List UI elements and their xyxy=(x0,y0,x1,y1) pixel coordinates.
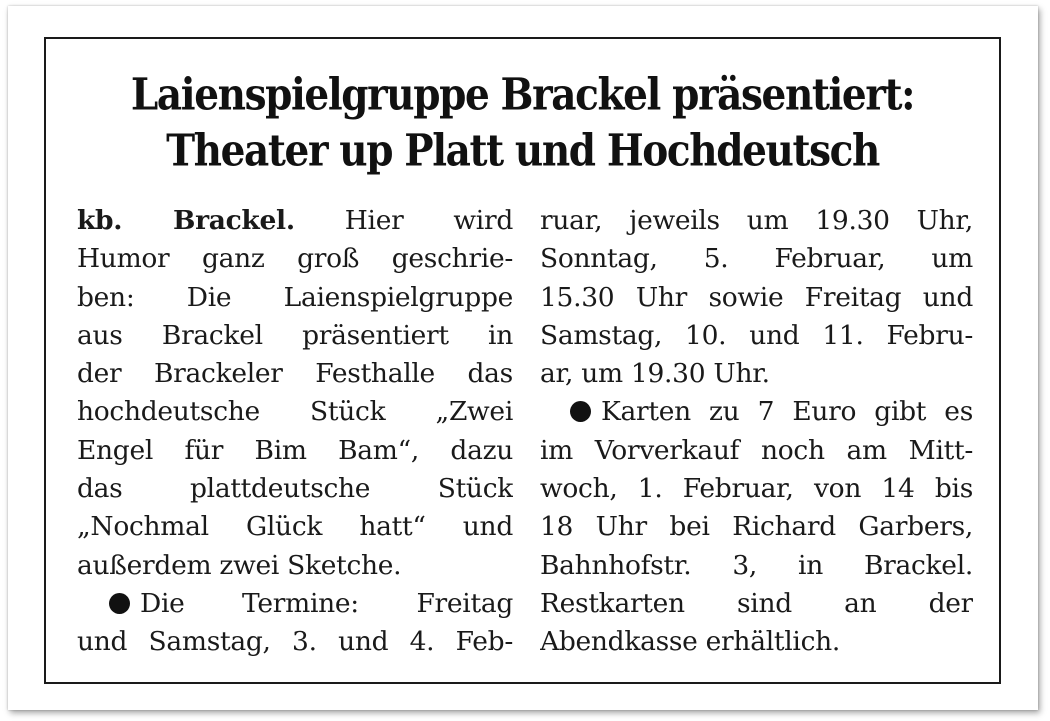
text-line: Bahnhofstr. 3, in Brackel. xyxy=(540,549,973,581)
article-frame xyxy=(44,37,1001,684)
text-line: 18 Uhr bei Richard Garbers, xyxy=(540,511,973,543)
text-line: hochdeutsche Stück „Zwei xyxy=(77,396,513,428)
text-line: der Brackeler Festhalle das xyxy=(77,358,513,390)
text-line: ruar, jeweils um 19.30 Uhr, xyxy=(540,205,973,236)
right-column xyxy=(540,202,973,662)
dateline: kb. Brackel. xyxy=(77,205,295,236)
text-line: und Samstag, 3. und 4. Feb- xyxy=(77,626,513,658)
text-line: aus Brackel präsentiert in xyxy=(77,319,513,351)
bullet-dot-icon xyxy=(109,593,130,614)
text-line: Engel für Bim Bam“, dazu xyxy=(77,434,513,466)
article-headline xyxy=(46,67,999,179)
headline-line-2: Theater up Platt und Hochdeutsch xyxy=(166,125,879,177)
text-line: ar, um 19.30 Uhr. xyxy=(540,358,770,390)
text-line: außerdem zwei Sketche. xyxy=(77,549,402,581)
text-line: Karten zu 7 Euro gibt es xyxy=(540,393,973,431)
text-line: das plattdeutsche Stück xyxy=(77,473,513,505)
headline-line-1: Laienspielgruppe Brackel präsentiert: xyxy=(130,69,915,121)
text-line: Samstag, 10. und 11. Febru- xyxy=(540,319,973,351)
text-line: Abendkasse erhältlich. xyxy=(540,626,841,658)
text-line: Sonntag, 5. Februar, um xyxy=(540,243,973,275)
text-line: Restkarten sind an der xyxy=(540,587,973,619)
text-line: Humor ganz groß geschrie- xyxy=(77,243,513,275)
text-line: „Nochmal Glück hatt“ und xyxy=(77,511,513,543)
left-column xyxy=(77,202,513,662)
text-line: kb. Brackel. Hier wird xyxy=(77,205,513,236)
text-line: ben: Die Laienspielgruppe xyxy=(77,281,513,313)
bullet-dot-icon xyxy=(570,401,591,422)
newspaper-clipping xyxy=(8,6,1038,710)
text-line: woch, 1. Februar, von 14 bis xyxy=(540,473,973,505)
text-line: 15.30 Uhr sowie Freitag und xyxy=(540,281,973,313)
text-line: Die Termine: Freitag xyxy=(77,585,513,623)
text-line: im Vorverkauf noch am Mitt- xyxy=(540,434,973,466)
